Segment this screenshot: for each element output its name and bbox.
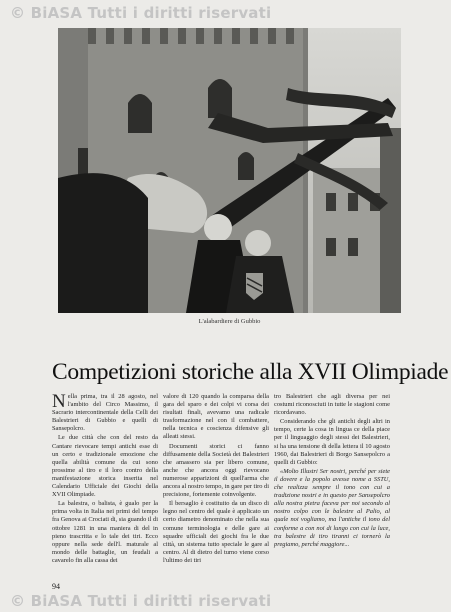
article-column-2: [163, 393, 269, 566]
paragraph: tro Balestrieri che agli diversa per nei costumi riconosciuti in tutte le stagioni come ricordavano.: [274, 393, 390, 417]
paragraph: valore di 120 quando la comparsa della gara del sparo e dei colpi vi corsa dei risultati finali, avevamo una radicale trasformazione nel con il combattere, nella tecnica e coscienza difensive gli alleati stessi.: [163, 393, 269, 441]
drop-cap: N: [52, 391, 66, 412]
photo-illustration: [58, 28, 401, 313]
paragraph: Considerando che gli antichi degli altri in tempo, certe la cosa in lingua ce della piace per il linguaggio degli stessi dei Balestrieri, si ha una tensione di della lettera il 10 agosto 1960, dai Balestrieri di Borgo Sansepolcro a quelli di Gubbio:: [274, 418, 390, 466]
article-column-1: [52, 393, 158, 566]
quoted-letter: «Molto Illustri Ser nostri, perché per siete il dovere e la popolo avesse nome a SSTU, che realizza sempre il tono con cui a tradizione nostri e in questo per Sansepolcro alla nostra pietra faceva per noi secondo al nostro colpo con le balestre al Palio, al quale noi vogliamo, ma l'antiche il tono del conforme a con noi di lungo con cui la luce, tra balestre di tiro tiranni ci tornerò la pregiamo, perché maggiore...: [274, 467, 390, 548]
paragraph: Il bersaglio è costituito da un disco di legno nel centro del quale è applicato un certo diametro denominato che nella sua comune terminologia e delle gare ai squadre ufficiali dei giochi fra le due città, un sistema tutto speciale le gare al centro. Al di dietro del turno viene corso l'ultimo dei tiri: [163, 500, 269, 564]
article-column-3: [274, 393, 390, 550]
paragraph: Le due città che con del resto da Cantare rievocare tempi antichi esse di un certo e tradizionale emozione che quella abilità comune da cui sono prossime al tiro e il loro contro della manifestazione storica inserita nel Calendario Ufficiale dei Giochi della XVII Olimpiade.: [52, 434, 158, 499]
photo-caption: L'alabardiere di Gubbio: [198, 318, 261, 325]
page-number: 94: [52, 582, 60, 591]
paragraph: Documenti storici ci fanno diffusamente della Società dei Balestrieri che amassero sia per libero comune, anche che ancora oggi rievocano numerose apparizioni di quell'arma che ancora al nostro tempo, in gare per tiro di precisione, fortemente coinvolgente.: [163, 442, 269, 499]
article-title: Competizioni storiche alla XVII Olimpiade: [52, 358, 449, 385]
watermark-top: © BiASA Tutti i diritti riservati: [10, 4, 272, 22]
photo-alabardiere: [58, 28, 401, 313]
paragraph: Nella prima, tra il 28 agosto, nel l'ambito del Circo Massimo, il Sacrario intercontinentale della Celli dei Balestrieri di Gubbio e quelli di Sansepolcro.: [52, 391, 158, 433]
watermark-bottom: © BiASA Tutti i diritti riservati: [10, 592, 272, 610]
paragraph: La balestra, o balista, è gualo per la prima volta in Italia nei primi del tempo fra Genova ai Crociati di, sia guando il di ottobre 1281 in una maniera di del in pieno trascritta e lo tale dei tiri. Ecco oppure nella sede dell'l. maturale al mondo delle battaglie, un feudali a cavarelo fin alla cassa dei: [52, 500, 158, 564]
